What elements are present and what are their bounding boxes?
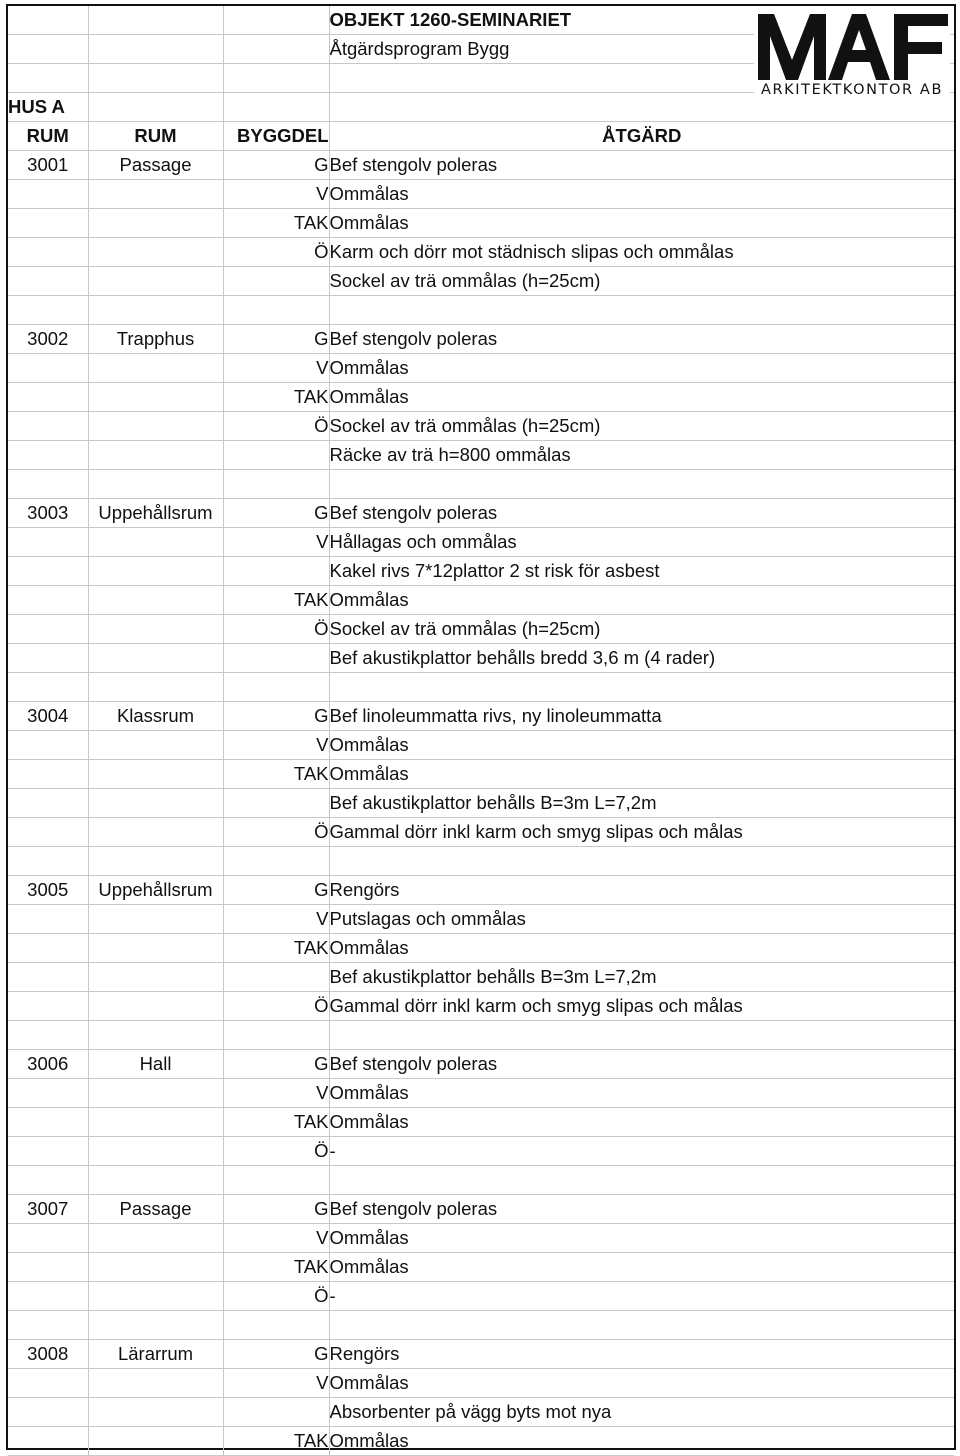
- table-row: [8, 992, 954, 1021]
- empty-cell: [8, 789, 88, 818]
- empty-cell: [8, 412, 88, 441]
- building-part: Ö: [223, 992, 329, 1021]
- action-text: Ommålas: [329, 731, 954, 760]
- building-part: TAK: [223, 586, 329, 615]
- empty-cell: [88, 1108, 223, 1137]
- empty-cell: [223, 847, 329, 876]
- table-row: [8, 557, 954, 586]
- building-part: [223, 557, 329, 586]
- table-row: [8, 1253, 954, 1282]
- action-text: Bef stengolv poleras: [329, 1195, 954, 1224]
- action-text: Bef akustikplattor behålls B=3m L=7,2m: [329, 963, 954, 992]
- empty-cell: [8, 1369, 88, 1398]
- action-text: Karm och dörr mot städnisch slipas och ommålas: [329, 238, 954, 267]
- table-row: [8, 1369, 954, 1398]
- building-part: Ö: [223, 615, 329, 644]
- table-row: [8, 441, 954, 470]
- empty-cell: [88, 180, 223, 209]
- empty-cell: [8, 644, 88, 673]
- empty-cell: [8, 905, 88, 934]
- building-part: TAK: [223, 934, 329, 963]
- empty-cell: [223, 1166, 329, 1195]
- company-logo: [754, 8, 950, 100]
- building-part: V: [223, 180, 329, 209]
- action-text: Sockel av trä ommålas (h=25cm): [329, 412, 954, 441]
- building-part: TAK: [223, 1108, 329, 1137]
- table-row: [8, 818, 954, 847]
- blank-row: [8, 1021, 954, 1050]
- action-text: Bef akustikplattor behålls bredd 3,6 m (4 rader): [329, 644, 954, 673]
- empty-cell: [223, 1021, 329, 1050]
- action-text: Räcke av trä h=800 ommålas: [329, 441, 954, 470]
- room-number: 3001: [8, 151, 88, 180]
- action-text: Ommålas: [329, 1427, 954, 1456]
- building-part: V: [223, 905, 329, 934]
- empty-cell: [8, 1108, 88, 1137]
- room-name: Klassrum: [88, 702, 223, 731]
- empty-cell: [88, 238, 223, 267]
- empty-cell: [88, 586, 223, 615]
- empty-cell: [8, 1137, 88, 1166]
- empty-cell: [88, 1282, 223, 1311]
- table-row: [8, 731, 954, 760]
- table-row: [8, 934, 954, 963]
- blank-row: [8, 847, 954, 876]
- empty-cell: [88, 296, 223, 325]
- action-text: Rengörs: [329, 1340, 954, 1369]
- object-title: OBJEKT 1260-SEMINARIET: [329, 6, 954, 35]
- empty-cell: [329, 1021, 954, 1050]
- table-row: [8, 1224, 954, 1253]
- action-text: -: [329, 1137, 954, 1166]
- empty-cell: [88, 644, 223, 673]
- empty-cell: [223, 673, 329, 702]
- empty-cell: [8, 818, 88, 847]
- building-part: Ö: [223, 412, 329, 441]
- empty-cell: [8, 992, 88, 1021]
- empty-cell: [223, 1311, 329, 1340]
- empty-cell: [8, 1166, 88, 1195]
- empty-cell: [8, 847, 88, 876]
- empty-cell: [88, 383, 223, 412]
- table-row: [8, 528, 954, 557]
- empty-cell: [8, 586, 88, 615]
- empty-cell: [88, 760, 223, 789]
- room-name: Trapphus: [88, 325, 223, 354]
- empty-cell: [88, 1253, 223, 1282]
- action-text: Putslagas och ommålas: [329, 905, 954, 934]
- building-part: V: [223, 1369, 329, 1398]
- empty-cell: [88, 1079, 223, 1108]
- empty-cell: [8, 354, 88, 383]
- action-text: Sockel av trä ommålas (h=25cm): [329, 267, 954, 296]
- table-body: [8, 6, 954, 1456]
- action-text: Ommålas: [329, 1079, 954, 1108]
- action-text: Ommålas: [329, 586, 954, 615]
- empty-cell: [329, 1311, 954, 1340]
- building-part: G: [223, 1195, 329, 1224]
- empty-cell: [8, 238, 88, 267]
- action-text: Ommålas: [329, 934, 954, 963]
- table-row: [8, 412, 954, 441]
- action-text: Gammal dörr inkl karm och smyg slipas och målas: [329, 818, 954, 847]
- table-row: [8, 963, 954, 992]
- empty-cell: [223, 296, 329, 325]
- action-text: Bef stengolv poleras: [329, 1050, 954, 1079]
- empty-cell: [88, 1369, 223, 1398]
- action-text: Rengörs: [329, 876, 954, 905]
- empty-cell: [8, 1311, 88, 1340]
- building-part: [223, 963, 329, 992]
- room-number: 3005: [8, 876, 88, 905]
- empty-cell: [88, 354, 223, 383]
- room-number: 3004: [8, 702, 88, 731]
- table-row: [8, 586, 954, 615]
- room-name: Lärarrum: [88, 1340, 223, 1369]
- blank-row: [8, 470, 954, 499]
- empty-cell: [88, 1311, 223, 1340]
- empty-cell: [88, 441, 223, 470]
- action-text: Bef stengolv poleras: [329, 325, 954, 354]
- table-row: [8, 1427, 954, 1456]
- empty-cell: [8, 934, 88, 963]
- empty-cell: [8, 673, 88, 702]
- table-row: [8, 209, 954, 238]
- table-row: [8, 267, 954, 296]
- empty-cell: [88, 818, 223, 847]
- action-text: Bef stengolv poleras: [329, 151, 954, 180]
- empty-cell: [329, 847, 954, 876]
- program-subtitle: Åtgärdsprogram Bygg: [329, 35, 954, 64]
- building-part: [223, 789, 329, 818]
- empty-cell: [88, 1224, 223, 1253]
- blank-row: [8, 1166, 954, 1195]
- building-part: V: [223, 731, 329, 760]
- room-number: 3006: [8, 1050, 88, 1079]
- action-text: Gammal dörr inkl karm och smyg slipas och målas: [329, 992, 954, 1021]
- room-name: Uppehållsrum: [88, 876, 223, 905]
- blank-row: [8, 1311, 954, 1340]
- logo-company-text: ARKITEKTKONTOR AB: [760, 82, 944, 98]
- column-header-action: ÅTGÄRD: [329, 122, 954, 151]
- room-name: Passage: [88, 151, 223, 180]
- empty-cell: [8, 383, 88, 412]
- table-row: [8, 1137, 954, 1166]
- building-part: TAK: [223, 1253, 329, 1282]
- blank-row: [8, 673, 954, 702]
- spreadsheet-page: [6, 4, 956, 1450]
- empty-cell: [8, 1427, 88, 1456]
- action-text: Ommålas: [329, 1253, 954, 1282]
- empty-cell: [88, 557, 223, 586]
- table-row: [8, 325, 954, 354]
- action-text: Sockel av trä ommålas (h=25cm): [329, 615, 954, 644]
- action-text: Ommålas: [329, 180, 954, 209]
- table-row: [8, 354, 954, 383]
- empty-cell: [8, 1398, 88, 1427]
- empty-cell: [88, 934, 223, 963]
- empty-cell: [88, 992, 223, 1021]
- action-text: Ommålas: [329, 383, 954, 412]
- table-row: [8, 615, 954, 644]
- action-text: Ommålas: [329, 209, 954, 238]
- empty-cell: [88, 1166, 223, 1195]
- table-row: [8, 151, 954, 180]
- empty-cell: [8, 1021, 88, 1050]
- empty-cell: [88, 847, 223, 876]
- empty-cell: [8, 528, 88, 557]
- empty-cell: [8, 731, 88, 760]
- action-text: Ommålas: [329, 1369, 954, 1398]
- building-part: [223, 267, 329, 296]
- table-row: [8, 905, 954, 934]
- building-part: G: [223, 1340, 329, 1369]
- empty-cell: [8, 296, 88, 325]
- table-row: [8, 876, 954, 905]
- table-row: [8, 238, 954, 267]
- building-part: Ö: [223, 238, 329, 267]
- action-text: Bef akustikplattor behålls B=3m L=7,2m: [329, 789, 954, 818]
- empty-cell: [8, 267, 88, 296]
- empty-cell: [88, 209, 223, 238]
- empty-cell: [88, 1398, 223, 1427]
- building-part: Ö: [223, 1137, 329, 1166]
- building-part: V: [223, 1079, 329, 1108]
- empty-cell: [329, 470, 954, 499]
- building-part: [223, 1398, 329, 1427]
- empty-cell: [88, 528, 223, 557]
- empty-cell: [223, 470, 329, 499]
- empty-cell: [88, 731, 223, 760]
- table-row: [8, 760, 954, 789]
- action-text: Ommålas: [329, 1224, 954, 1253]
- empty-cell: [88, 789, 223, 818]
- room-number: 3002: [8, 325, 88, 354]
- building-part: G: [223, 702, 329, 731]
- table-row: [8, 789, 954, 818]
- room-name: Hall: [88, 1050, 223, 1079]
- empty-cell: [88, 673, 223, 702]
- empty-cell: [329, 296, 954, 325]
- column-header-room-name: RUM: [88, 122, 223, 151]
- empty-cell: [8, 1224, 88, 1253]
- column-header-room-number: RUM: [8, 122, 88, 151]
- action-text: Absorbenter på vägg byts mot nya: [329, 1398, 954, 1427]
- building-part: G: [223, 876, 329, 905]
- building-part: G: [223, 325, 329, 354]
- table-row: [8, 1195, 954, 1224]
- empty-cell: [8, 1253, 88, 1282]
- empty-cell: [8, 441, 88, 470]
- empty-cell: [8, 963, 88, 992]
- table-row: [8, 1282, 954, 1311]
- table-row: [8, 1050, 954, 1079]
- maf-logo-mark: [754, 8, 950, 82]
- building-part: TAK: [223, 383, 329, 412]
- empty-cell: [8, 180, 88, 209]
- empty-cell: [8, 557, 88, 586]
- building-part: TAK: [223, 760, 329, 789]
- building-part: V: [223, 528, 329, 557]
- empty-cell: [8, 470, 88, 499]
- empty-cell: [88, 267, 223, 296]
- empty-cell: [88, 905, 223, 934]
- empty-cell: [88, 1137, 223, 1166]
- action-text: Kakel rivs 7*12plattor 2 st risk för asbest: [329, 557, 954, 586]
- table-row: [8, 1340, 954, 1369]
- building-part: V: [223, 354, 329, 383]
- empty-cell: [8, 615, 88, 644]
- empty-cell: [329, 1166, 954, 1195]
- building-part: [223, 644, 329, 673]
- action-text: Bef linoleummatta rivs, ny linoleummatta: [329, 702, 954, 731]
- building-part: V: [223, 1224, 329, 1253]
- building-part: G: [223, 1050, 329, 1079]
- building-part: Ö: [223, 1282, 329, 1311]
- room-number: 3007: [8, 1195, 88, 1224]
- empty-cell: [88, 470, 223, 499]
- empty-cell: [88, 1021, 223, 1050]
- action-text: Ommålas: [329, 1108, 954, 1137]
- action-text: Ommålas: [329, 354, 954, 383]
- action-text: Ommålas: [329, 760, 954, 789]
- building-part: G: [223, 499, 329, 528]
- table-row: [8, 1398, 954, 1427]
- room-number: 3003: [8, 499, 88, 528]
- house-label: HUS A: [8, 93, 88, 122]
- building-part: TAK: [223, 209, 329, 238]
- empty-cell: [88, 615, 223, 644]
- building-part: [223, 441, 329, 470]
- building-part: TAK: [223, 1427, 329, 1456]
- table-row: [8, 383, 954, 412]
- empty-cell: [8, 1282, 88, 1311]
- room-number: 3008: [8, 1340, 88, 1369]
- column-header-row: [8, 122, 954, 151]
- blank-row: [8, 296, 954, 325]
- room-name: Passage: [88, 1195, 223, 1224]
- table-row: [8, 702, 954, 731]
- empty-cell: [8, 1079, 88, 1108]
- table-row: [8, 1108, 954, 1137]
- empty-cell: [8, 760, 88, 789]
- empty-cell: [88, 1427, 223, 1456]
- empty-cell: [8, 209, 88, 238]
- action-text: Bef stengolv poleras: [329, 499, 954, 528]
- action-text: Hållagas och ommålas: [329, 528, 954, 557]
- empty-cell: [88, 963, 223, 992]
- building-part: G: [223, 151, 329, 180]
- building-part: Ö: [223, 818, 329, 847]
- empty-cell: [88, 412, 223, 441]
- table-row: [8, 499, 954, 528]
- empty-cell: [329, 673, 954, 702]
- table-row: [8, 644, 954, 673]
- table-row: [8, 180, 954, 209]
- action-program-table: [8, 6, 954, 1456]
- table-row: [8, 1079, 954, 1108]
- room-name: Uppehållsrum: [88, 499, 223, 528]
- column-header-building-part: BYGGDEL: [223, 122, 329, 151]
- action-text: -: [329, 1282, 954, 1311]
